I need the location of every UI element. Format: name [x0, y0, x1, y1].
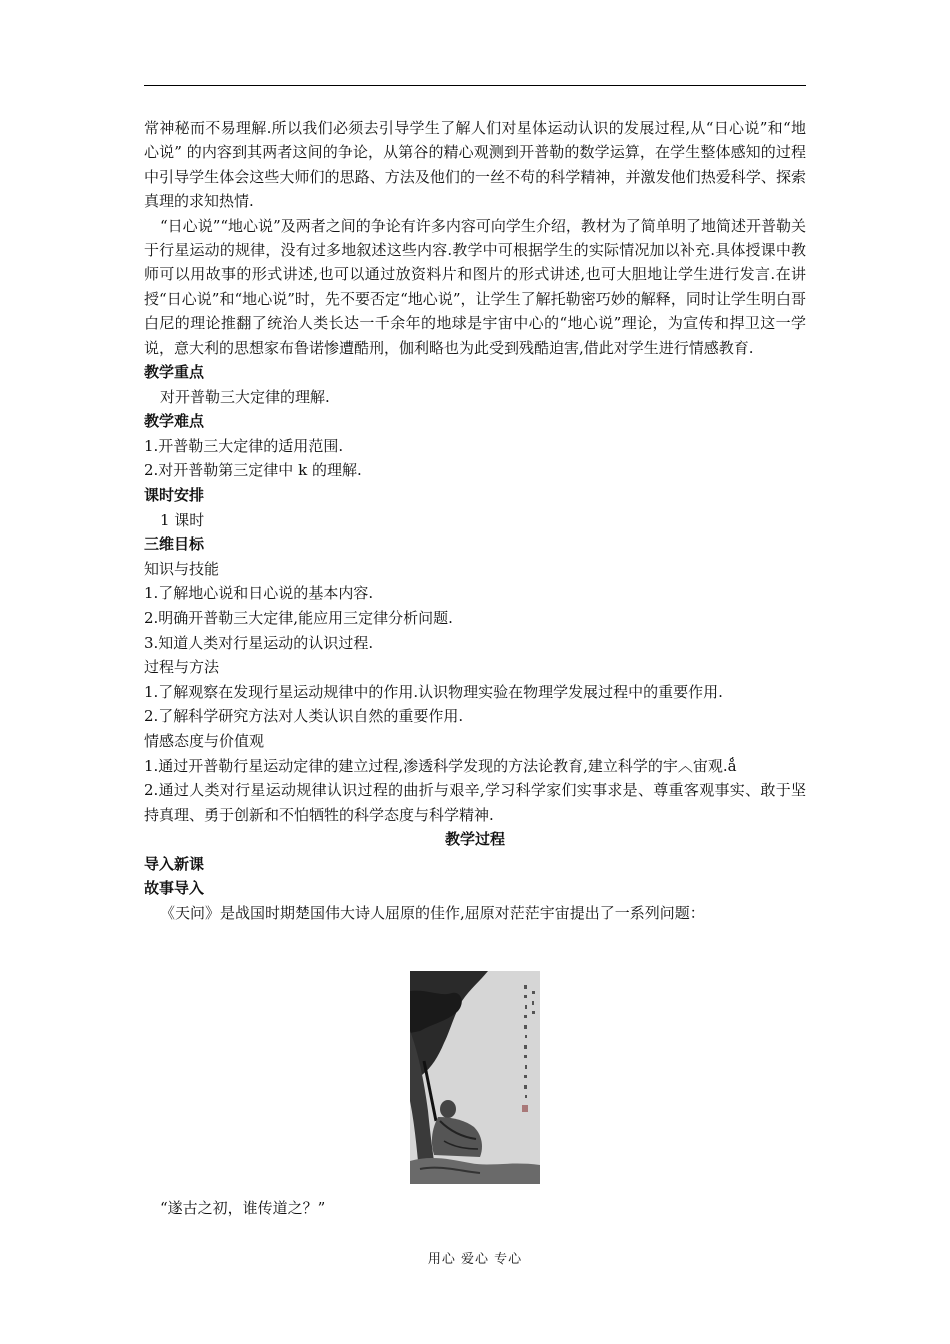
objective-item: 1.了解地心说和日心说的基本内容.: [144, 584, 374, 603]
difficulty-item: 2.对开普勒第三定律中 k 的理解.: [144, 461, 362, 480]
objective-emotion-title: 情感态度与价值观: [144, 731, 265, 750]
difficulty-item: 1.开普勒三大定律的适用范围.: [144, 436, 344, 455]
objective-item: 3.知道人类对行星运动的认识过程.: [144, 633, 374, 652]
objective-item: 2.明确开普勒三大定律,能应用三定律分析问题.: [144, 609, 453, 627]
heading-new-lesson: 导入新课: [144, 854, 205, 873]
quote-line: “遂古之初，谁传道之？”: [160, 1199, 326, 1217]
qu-yuan-painting-image: [410, 971, 540, 1184]
heading-objectives: 三维目标: [144, 535, 205, 554]
key-points-text: 对开普勒三大定律的理解.: [160, 387, 330, 406]
heading-teaching-process: 教学过程: [444, 829, 505, 848]
objective-item: 1.通过开普勒行星运动定律的建立过程,渗透科学发现的方法论教育,建立科学的宇︿宙观.ǻ: [144, 756, 737, 775]
heading-key-points: 教学重点: [144, 363, 205, 382]
story-intro-text: 《天问》是战国时期楚国伟大诗人屈原的佳作,屈原对茫茫宇宙提出了一系列问题：: [160, 903, 705, 922]
paragraph-theories: “日心说”“地心说”及两者之间的争论有许多内容可向学生介绍，教材为了简单明了地简述开普勒关于行星运动的规律，没有过多地叙述这些内容.教学中可根据学生的实际情况加以补充.具体授课中教师可以用故事的形式讲述,也可以通过放资料片和图片的形式讲述,也可大胆地让学生进行发言.在讲授“日心说”和“地心说”时，先不要否定“地心说”，让学生了解托勒密巧妙的解释，同时让学生明白哥白尼的理论推翻了统治人类长达一千余年的地球是宇宙中心的“地心说”理论，为宣传和捍卫这一学说，意大利的思想家布鲁诺惨遭酷刑，伽利略也为此受到残酷迫害,借此对学生进行情感教育.: [144, 216, 806, 357]
objective-item: 2.了解科学研究方法对人类认识自然的重要作用.: [144, 707, 464, 726]
schedule-text: 1 课时: [160, 510, 205, 529]
heading-difficulties: 教学难点: [144, 412, 205, 431]
header-rule: [144, 85, 806, 86]
objective-knowledge-title: 知识与技能: [144, 559, 220, 578]
document-body: [144, 116, 806, 925]
page-footer: 用心 爱心 专心: [427, 1252, 523, 1267]
objective-item: 1.了解观察在发现行星运动规律中的作用.认识物理实验在物理学发展过程中的重要作用.: [144, 682, 723, 701]
heading-schedule: 课时安排: [144, 486, 205, 505]
objective-item: 2.通过人类对行星运动规律认识过程的曲折与艰辛,学习科学家们实事求是、尊重客观事实、敢于坚持真理、勇于创新和不怕牺牲的科学态度与科学精神.: [144, 781, 806, 824]
heading-story-intro: 故事导入: [144, 879, 205, 898]
paragraph-intro-continued: 常神秘而不易理解.所以我们必须去引导学生了解人们对星体运动认识的发展过程,从“日心说”和“地心说” 的内容到其两者这间的争论，从第谷的精心观测到开普勒的数学运算，在学生整体感知的过程中引导学生体会这些大师们的思路、方法及他们的一丝不苟的科学精神，并激发他们热爱科学、探索真理的求知热情.: [144, 119, 806, 211]
objective-process-title: 过程与方法: [144, 658, 220, 677]
